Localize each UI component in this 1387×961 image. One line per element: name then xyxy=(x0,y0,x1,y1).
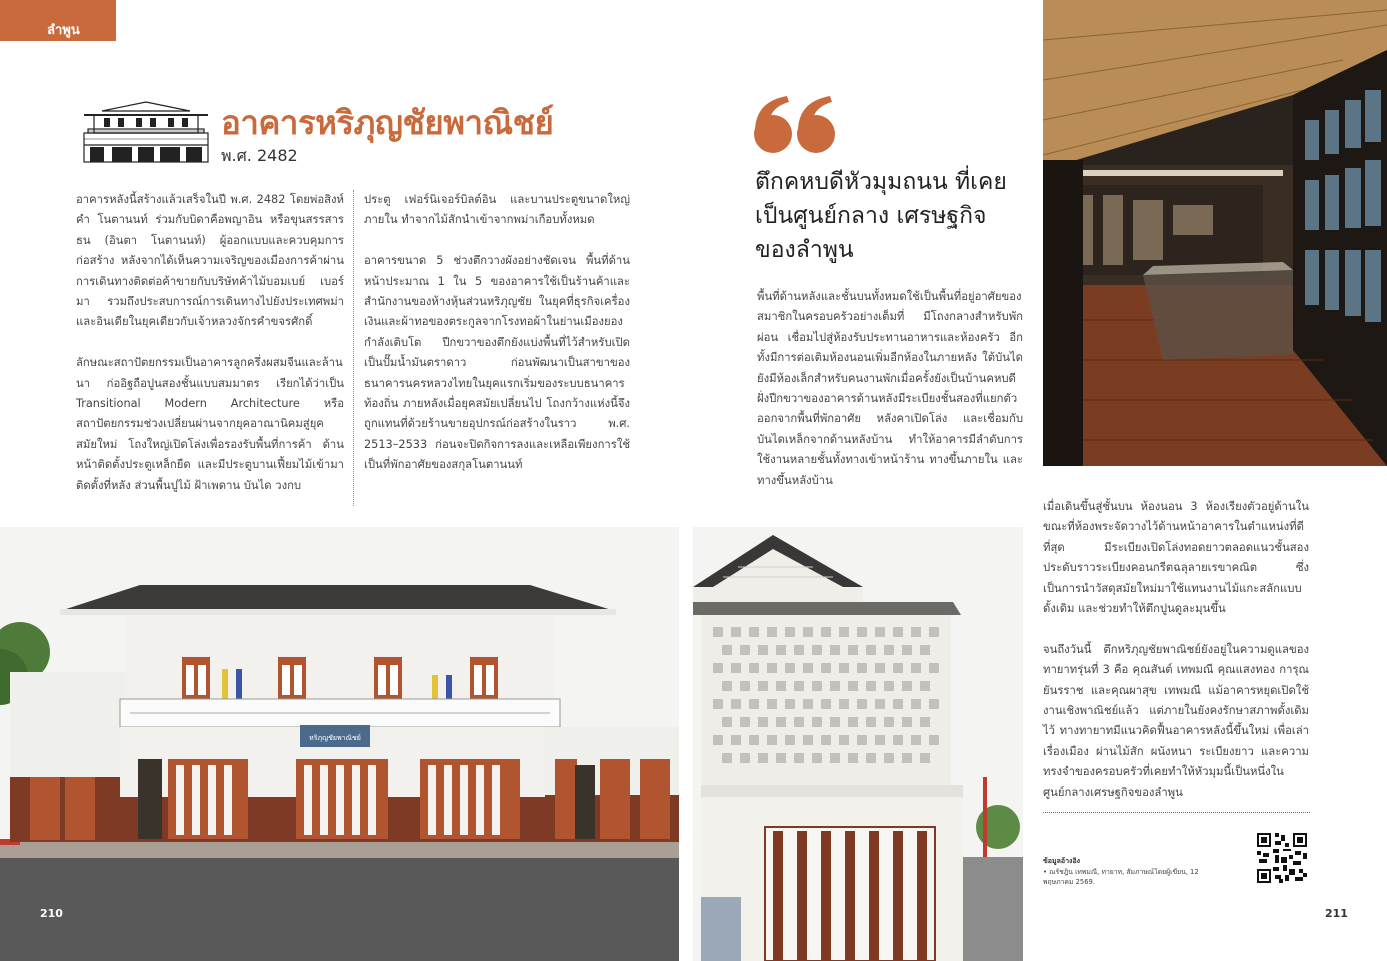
building-sign: หริภุญชัยพาณิชย์ xyxy=(309,734,361,742)
section-tag: ลำพูน xyxy=(0,0,116,41)
qr-code-icon[interactable] xyxy=(1257,833,1307,883)
building-side-photo xyxy=(693,527,1023,961)
article-subtitle: พ.ศ. 2482 xyxy=(221,146,298,165)
building-facade-photo xyxy=(0,527,679,961)
body-column-1 xyxy=(76,190,344,516)
interior-photo xyxy=(1043,0,1387,466)
paragraph: อาคารหลังนี้สร้างแล้วเสร็จในปี พ.ศ. 2482 โดยพ่อสิงห์คำ โนตานนท์ ร่วมกับบิดาคือพญาอิน หรือขุนสรรสารธน (อินตา โนตานนท์) ผู้ออกแบบและควบคุมการก่อสร้าง หลังจากได้เห็นความเจริญของเมืองการค้าผ่านการเดินทางติดต่อค้าขายกับบริษัทค้าไม้บอมเบย์ เบอร์มา รวมถึงประสบการณ์การเดินทางไปยังประเทศพม่าและอินเดียในยุคเดียวกับเจ้าหลวงจักรคำขจรศักดิ์ xyxy=(76,193,344,329)
paragraph: พื้นที่ด้านหลังและชั้นบนทั้งหมดใช้เป็นพื้นที่อยู่อาศัยของสมาชิกในครอบครัวอย่างเต็มที่ มีโถงกลางสำหรับพักผ่อน เชื่อมไปสู่ห้องรับประทานอาหารและห้องครัว อีกทั้งมีการต่อเติมห้องนอนเพิ่มอีกห้องในภายหลัง ใต้บันไดยังมีห้องเล็กสำหรับคนงานพักเมื่อครั้งยังเป็นบ้านคหบดี ฝั่งปีกขวาของอาคารด้านหลังมีระเบียงชั้นสองที่แยกตัวออกจากพื้นที่พักอาศัย หลังคาเปิดโล่ง และเชื่อมกับบันไดเหล็กจากด้านหลังบ้าน ทำให้อาคารมีลำดับการใช้งานหลายชั้นทั้งทางเข้าหน้าร้าน ทางขึ้นภายใน และทางขึ้นหลังบ้าน xyxy=(757,290,1023,487)
paragraph: เมื่อเดินขึ้นสู่ชั้นบน ห้องนอน 3 ห้องเรียงตัวอยู่ด้านในขณะที่ห้องพระจัดวางไว้ด้านหน้าอาคารในตำแหน่งที่ดีที่สุด มีระเบียงเปิดโล่งทอดยาวตลอดแนวชั้นสอง ประดับราวระเบียงคอนกรีตฉลุลายเรขาคณิต ซึ่งเป็นการนำวัสดุสมัยใหม่มาใช้แทนงานไม้แกะสลักแบบดั้งเดิม และช่วยทำให้ตึกปูนดูละมุนขึ้น xyxy=(1043,500,1309,616)
paragraph: ลักษณะสถาปัตยกรรมเป็นอาคารลูกครึ่งผสมจีนและล้านนา ก่ออิฐถือปูนสองชั้นแบบสมมาตร เรียกได้ว่าเป็น Transitional Modern Architecture หรือสถาปัตยกรรมช่วงเปลี่ยนผ่านจากยุคอาณานิคมสู่ยุคสมัยใหม่ โถงใหญ่เปิดโล่งเพื่อรองรับพื้นที่การค้า ด้านหน้าติดตั้งประตูเหล็กยืด และมีประตูบานเฟี้ยมไม้เข้ามาติดตั้งที่หลัง ส่วนพื้นปูไม้ ฝ้าเพดาน บันได วงกบ xyxy=(76,356,344,492)
page-number-right: 211 xyxy=(1325,907,1348,920)
reference-title: ข้อมูลอ้างอิง xyxy=(1043,857,1081,865)
paragraph: อาคารขนาด 5 ช่วงตึกวางผังอย่างชัดเจน พื้นที่ด้านหน้าประมาณ 1 ใน 5 ของอาคารใช้เป็นร้านค้าและสำนักงานของห้างหุ้นส่วนหริภุญชัย ในยุคที่ธุรกิจเครื่องเงินและผ้าทอของตระกูลจากโรงทอผ้าในย่านเมืองยอง กำลังเติบโต ปีกขวาของตึกยังแบ่งพื้นที่ไว้สำหรับเปิดเป็นปั๊มน้ำมันตราดาว ก่อนพัฒนาเป็นสาขาของธนาคารนครหลวงไทยในยุคแรกเริ่มของระบบธนาคารท้องถิ่น ภายหลังเมื่อยุคสมัยเปลี่ยนไป โถงกว้างแห่งนี้จึงถูกแทนที่ด้วยร้านขายอุปกรณ์ก่อสร้างในราว พ.ศ. 2513–2533 ก่อนจะปิดกิจการลงและเหลือเพียงการใช้เป็นที่พักอาศัยของสกุลโนตานนท์ xyxy=(364,254,630,472)
paragraph: จนถึงวันนี้ ตึกหริภุญชัยพาณิชย์ยังอยู่ในความดูแลของทายาทรุ่นที่ 3 คือ คุณสันต์ เทพมณี คุณแสงทอง การุณยันรราช และคุณผาสุข เทพมณี แม้อาคารหยุดเปิดใช้งานเชิงพาณิชย์แล้ว แต่ภายในยังคงรักษาสภาพดั้งเดิมไว้ ทางทายาทมีแนวคิดฟื้นอาคารหลังนี้ขึ้นใหม่ เพื่อเล่าเรื่องเมือง ผ่านไม้สัก ผนังหนา ระเบียงยาว และความทรงจำของครอบครัวที่เคยทำให้หัวมุมนี้เป็นหนึ่งในศูนย์กลางเศรษฐกิจของลำพูน xyxy=(1043,642,1309,799)
page-number-left: 210 xyxy=(40,907,63,920)
article-title: อาคารหริภุญชัยพาณิชย์ xyxy=(221,103,554,142)
column-divider xyxy=(353,190,354,506)
pull-quote: ตึกคหบดีหัวมุมถนน ที่เคยเป็นศูนย์กลาง เศรษฐกิจของลำพูน xyxy=(755,169,1007,263)
body-column-2 xyxy=(364,190,630,496)
reference-divider xyxy=(1043,812,1310,813)
body-column-4 xyxy=(1043,497,1309,823)
paragraph: ประตู เฟอร์นิเจอร์บิลต์อิน และบานประตูขนาดใหญ่ภายใน ทำจากไม้สักนำเข้าจากพม่าเกือบทั้งหมด xyxy=(364,193,630,227)
body-column-3 xyxy=(757,287,1023,511)
reference-item: • ณรัชฎิน เทพมณี, ทายาท, สัมภาษณ์โดยผู้เขียน, 12 พฤษภาคม 2569. xyxy=(1043,868,1199,886)
quote-mark-icon xyxy=(753,96,837,154)
building-sketch-icon xyxy=(80,101,212,163)
